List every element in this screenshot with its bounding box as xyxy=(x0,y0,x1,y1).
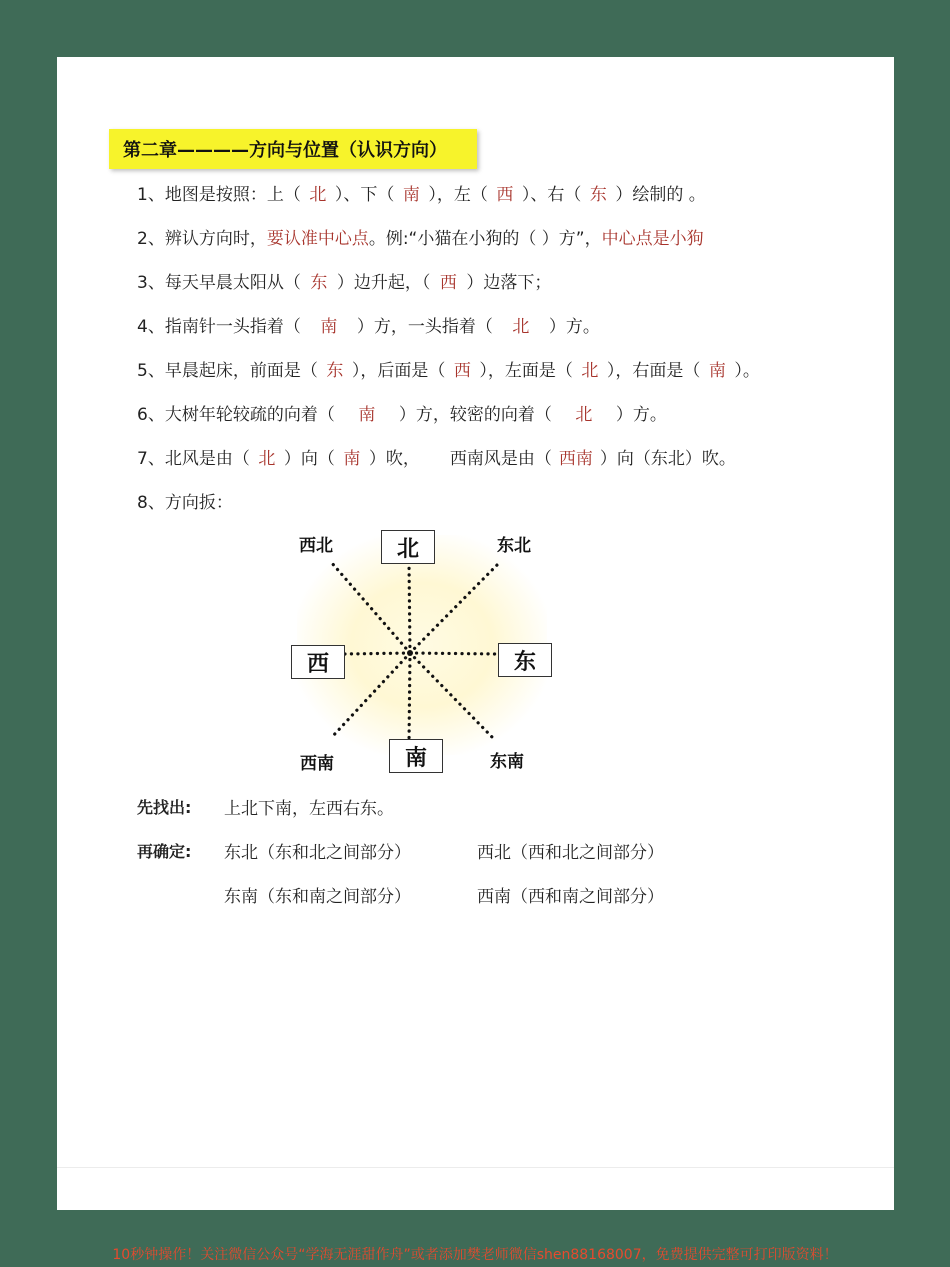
rule-southwest: 西南（西和南之间部分） xyxy=(477,887,664,907)
question-1: 1、地图是按照：上（ 北 ）、下（ 南 ），左（ 西 ）、右（ 东 ）绘制的 。 xyxy=(137,185,706,205)
question-6: 6、大树年轮较疏的向着（ 南 ）方，较密的向着（ 北 ）方。 xyxy=(137,405,667,425)
line-west xyxy=(345,653,410,654)
compass-center xyxy=(407,650,413,656)
line-east xyxy=(410,653,497,654)
direction-north: 北 xyxy=(381,530,435,564)
rule-northeast: 东北（东和北之间部分） xyxy=(224,843,411,863)
page-divider xyxy=(57,1167,894,1168)
line-northwest xyxy=(331,562,410,653)
first-find-label: 先找出: xyxy=(137,798,192,817)
direction-south: 南 xyxy=(389,739,443,773)
question-2: 2、辨认方向时，要认准中心点。例:“小猫在小狗的（ ）方”，中心点是小狗 xyxy=(137,229,704,249)
rule-northwest: 西北（西和北之间部分） xyxy=(477,843,664,863)
question-8: 8、方向扳： xyxy=(137,493,233,513)
line-northeast xyxy=(410,562,500,653)
rule-southeast: 东南（东和南之间部分） xyxy=(224,887,411,907)
line-southeast xyxy=(410,653,492,737)
question-5: 5、早晨起床，前面是（ 东 ），后面是（ 西 ），左面是（ 北 ），右面是（ 南 ）。 xyxy=(137,361,760,381)
direction-northwest: 西北 xyxy=(299,536,333,556)
then-confirm-label: 再确定: xyxy=(137,842,192,861)
question-7: 7、北风是由（ 北 ）向（ 南 ）吹， 西南风是由（ 西南 ）向（东北）吹。 xyxy=(137,449,736,469)
direction-east: 东 xyxy=(498,643,552,677)
line-south xyxy=(409,653,410,743)
direction-northeast: 东北 xyxy=(497,536,531,556)
first-find-text: 上北下南，左西右东。 xyxy=(224,799,394,819)
question-3: 3、每天早晨太阳从（ 东 ）边升起，（ 西 ）边落下； xyxy=(137,273,552,293)
chapter-title: 第二章————方向与位置（认识方向） xyxy=(109,129,477,169)
compass-diagram xyxy=(287,527,557,777)
direction-southwest: 西南 xyxy=(300,754,334,774)
direction-west: 西 xyxy=(291,645,345,679)
worksheet-page xyxy=(57,57,894,1210)
direction-southeast: 东南 xyxy=(490,752,524,772)
line-north xyxy=(409,563,410,653)
footer-notice: 10秒钟操作！关注微信公众号“学海无涯甜作舟”或者添加樊老师微信shen88168007，免费提供完整可打印版资料！ xyxy=(112,1247,838,1263)
question-4: 4、指南针一头指着（ 南 ）方，一头指着（ 北 ）方。 xyxy=(137,317,600,337)
